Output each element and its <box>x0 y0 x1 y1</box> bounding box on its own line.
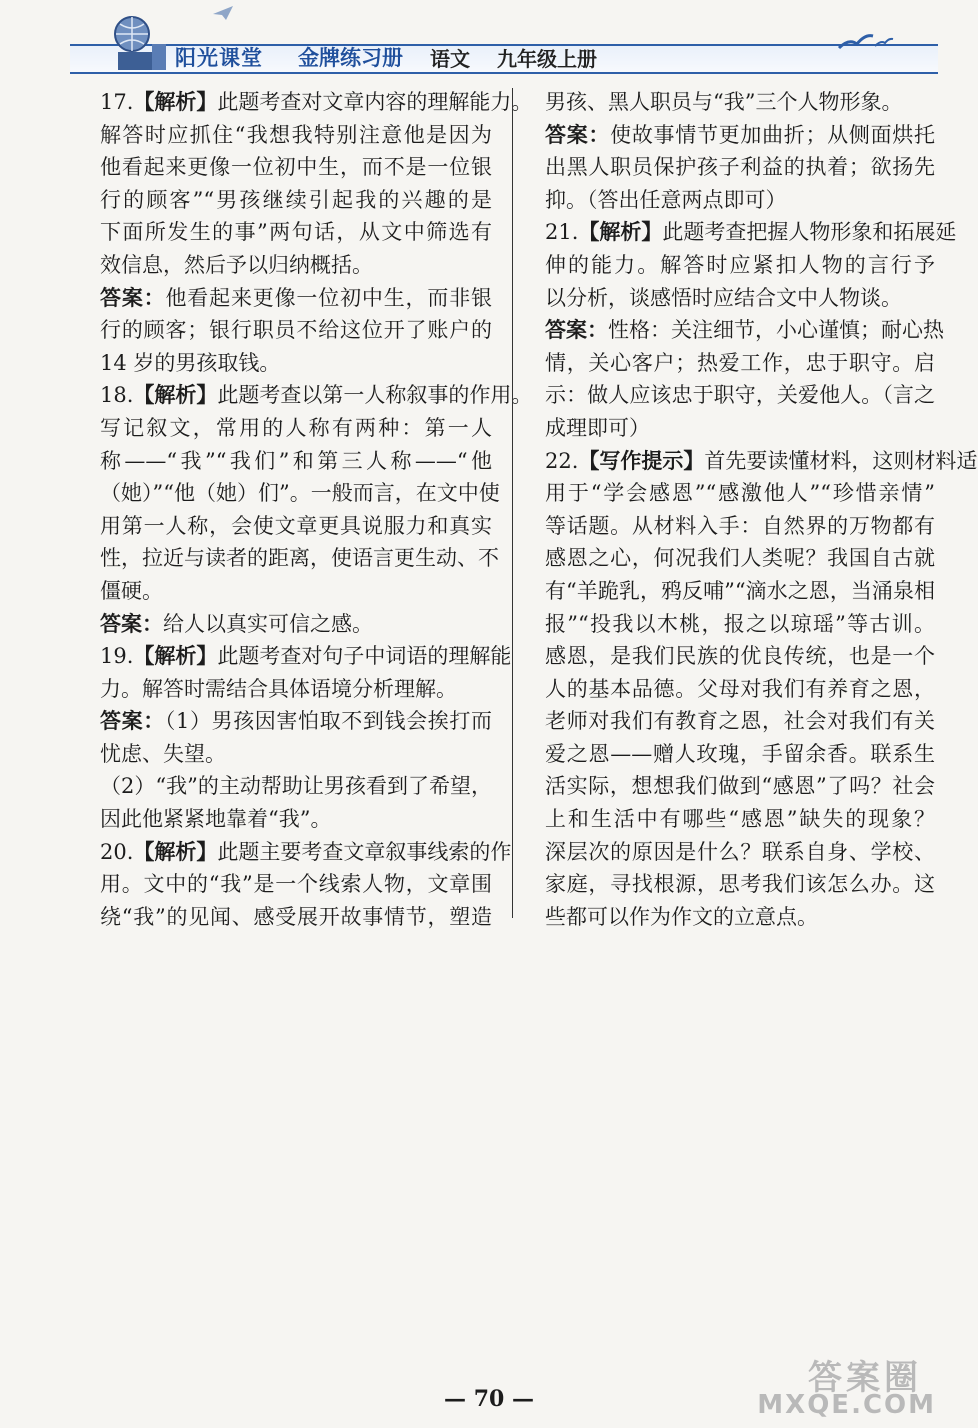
answer-20-analysis <box>100 836 512 934</box>
left-column <box>100 86 533 933</box>
text-line: 男孩、黑人职员与“我”三个人物形象。 <box>545 90 903 114</box>
text-line: 18.【解析】此题考查以第一人称叙事的作用。 <box>100 383 533 408</box>
text-line: 出黑人职员保护孩子利益的执着；欲扬先 <box>545 155 935 180</box>
answer-19-answer-2 <box>100 770 492 835</box>
answer-17-answer <box>100 282 492 380</box>
text-line: （2）“我”的主动帮助让男孩看到了希望， <box>100 774 492 799</box>
text-line: （她）”“他（她）们”。一般而言，在文中使 <box>100 481 500 506</box>
text-line: 20.【解析】此题主要考查文章叙事线索的作 <box>100 839 512 864</box>
text-line: 人的基本品德。父母对我们有养育之恩， <box>545 676 935 701</box>
text-line: 忧虑、失望。 <box>100 741 226 766</box>
text-line: 性，拉近与读者的距离，使语言更生动、不 <box>100 546 499 571</box>
text-line: 力。解答时需结合具体语境分析理解。 <box>100 676 457 701</box>
text-line: 答案：使故事情节更加曲折；从侧面烘托 <box>545 122 936 147</box>
section-tag: 【解析】 <box>133 644 218 669</box>
text-line: 老师对我们有教育之恩，社会对我们有关 <box>545 709 935 734</box>
text-line: 因此他紧紧地靠着“我”。 <box>100 807 332 832</box>
section-tag: 【解析】 <box>578 220 663 245</box>
answer-label: 答案： <box>100 709 165 734</box>
text-line: 抑。（答出任意两点即可） <box>545 187 787 212</box>
answer-22-writing-tip <box>545 445 978 934</box>
text-line: 家庭，寻找根源，思考我们该怎么办。这 <box>545 872 935 897</box>
text-line: 些都可以作为作文的立意点。 <box>545 904 818 929</box>
text-line: 有“羊跪乳，鸦反哺”“滴水之恩，当涌泉相 <box>545 578 935 603</box>
birds-icon <box>835 28 895 56</box>
text-line: 19.【解析】此题考查对句子中词语的理解能 <box>100 644 512 669</box>
text-line: 答案：性格：关注细节，小心谨慎；耐心热 <box>545 318 944 343</box>
text-line: 深层次的原因是什么？联系自身、学校、 <box>545 839 935 864</box>
page-header <box>0 0 978 80</box>
text-line: 22.【写作提示】首先要读懂材料，这则材料适 <box>545 448 978 473</box>
text-line: 14 岁的男孩取钱。 <box>100 350 281 375</box>
answer-19-answer-1 <box>100 705 492 770</box>
text-line: 感恩之心，何况我们人类呢？我国自古就 <box>545 546 935 571</box>
section-tag: 【解析】 <box>133 383 218 408</box>
answer-20-continued <box>545 86 935 119</box>
header-subtitle: 金牌练习册 <box>298 46 403 70</box>
text-line: 爱之恩——赠人玫瑰，手留余香。联系生 <box>545 741 935 766</box>
text-line: 下面所发生的事”两句话，从文中筛选有 <box>100 220 492 245</box>
text-line: 僵硬。 <box>100 578 163 603</box>
page-number: — 70 — <box>444 1386 534 1412</box>
text-line: 17.【解析】此题考查对文章内容的理解能力。 <box>100 90 533 114</box>
section-tag: 【解析】 <box>133 90 218 114</box>
answer-label: 答案： <box>545 122 611 147</box>
watermark-top: 答案圈 <box>808 1358 922 1398</box>
watermark-bottom: MXQE.COM <box>757 1390 936 1420</box>
text-line: 称——“我”“我们”和第三人称——“他 <box>100 448 492 473</box>
answer-19-analysis <box>100 640 512 705</box>
answer-21-answer <box>545 314 944 444</box>
answer-17-analysis <box>100 86 533 282</box>
answer-18-analysis <box>100 379 533 607</box>
text-line: 用第一人称，会使文章更具说服力和真实 <box>100 513 492 538</box>
text-line: 用。文中的“我”是一个线索人物，文章围 <box>100 872 492 897</box>
watermark <box>752 1350 942 1420</box>
section-tag: 【解析】 <box>133 839 218 864</box>
text-line: 感恩，是我们民族的优良传统，也是一个 <box>545 644 935 669</box>
text-line: 用于“学会感恩”“感激他人”“珍惜亲情” <box>545 481 935 506</box>
text-line: 答案：他看起来更像一位初中生，而非银 <box>100 285 493 310</box>
text-line: 活实际，想想我们做到“感恩”了吗？社会 <box>545 774 935 799</box>
column-divider <box>512 88 513 918</box>
text-line: 行的顾客”“男孩继续引起我的兴趣的是 <box>100 187 492 212</box>
text-line: 报”“投我以木桃，报之以琼瑶”等古训。 <box>545 611 935 636</box>
text-line: 成理即可） <box>545 415 650 440</box>
header-grade: 九年级上册 <box>497 47 597 71</box>
text-line: 示：做人应该忠于职守，关爱他人。（言之 <box>545 383 935 408</box>
text-line: 效信息，然后予以归纳概括。 <box>100 252 373 277</box>
text-line: 伸的能力。解答时应紧扣人物的言行予 <box>545 252 935 277</box>
text-line: 等话题。从材料入手：自然界的万物都有 <box>545 513 935 538</box>
right-column <box>545 86 978 933</box>
globe-logo-icon <box>104 8 174 74</box>
paper-plane-icon <box>212 5 234 21</box>
text-line: 解答时应抓住“我想我特别注意他是因为 <box>100 122 492 147</box>
text-line: 以分析，谈感悟时应结合文中人物谈。 <box>545 285 902 310</box>
text-line: 写记叙文，常用的人称有两种：第一人 <box>100 415 492 440</box>
text-line: 他看起来更像一位初中生，而不是一位银 <box>100 155 492 180</box>
text-line: 绕“我”的见闻、感受展开故事情节，塑造 <box>100 904 492 929</box>
text-line: 答案：（1）男孩因害怕取不到钱会挨打而 <box>100 709 492 734</box>
text-line: 情，关心客户；热爱工作，忠于职守。启 <box>545 350 935 375</box>
header-title: 阳光课堂 <box>175 46 263 70</box>
answer-18-answer <box>100 608 492 641</box>
answer-21-analysis <box>545 216 957 314</box>
text-line: 行的顾客；银行职员不给这位开了账户的 <box>100 318 492 343</box>
answer-label: 答案： <box>100 611 163 636</box>
answer-label: 答案： <box>545 318 608 343</box>
text-line: 答案：给人以真实可信之感。 <box>100 611 373 636</box>
answer-20-answer <box>545 119 935 217</box>
header-subject: 语文 <box>430 47 470 71</box>
answer-label: 答案： <box>100 285 166 310</box>
text-line: 21.【解析】此题考查把握人物形象和拓展延 <box>545 220 957 245</box>
text-line: 上和生活中有哪些“感恩”缺失的现象？ <box>545 807 935 832</box>
section-tag: 【写作提示】 <box>578 448 705 473</box>
